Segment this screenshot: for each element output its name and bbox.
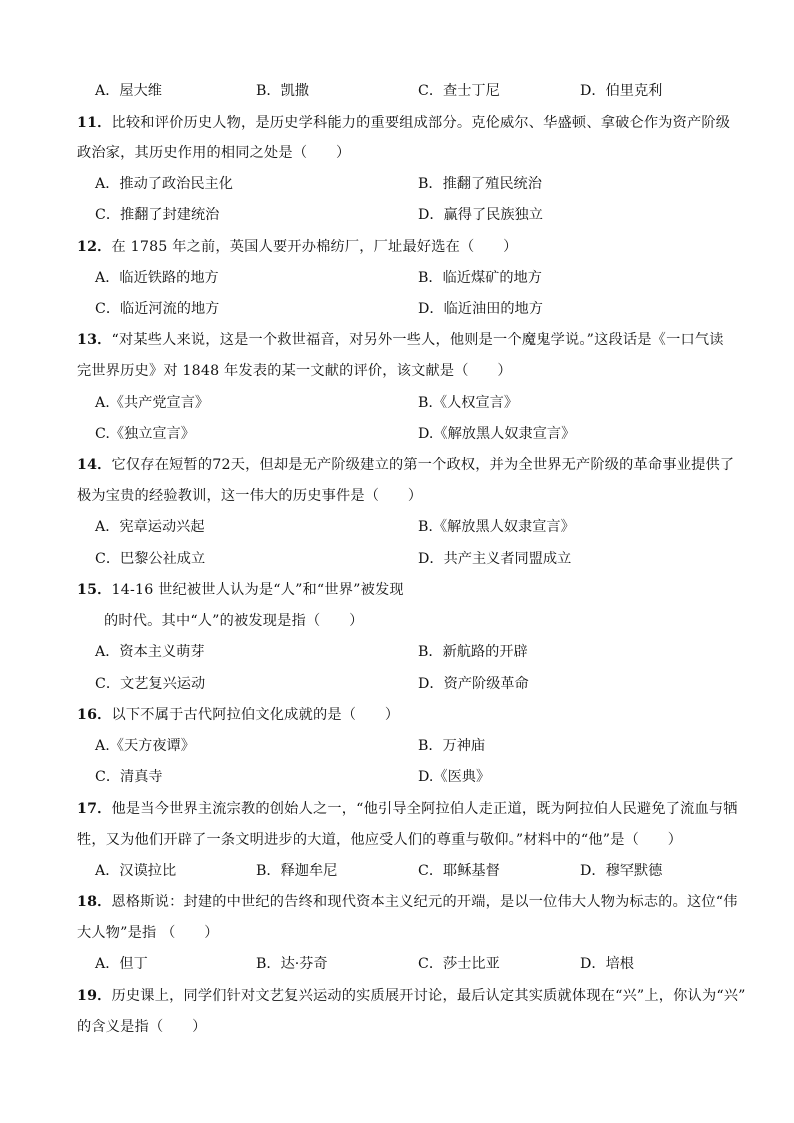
q16-option-d: D.《医典》 [418,769,491,785]
question-19-stem-line-2: 的含义是指（ ） [77,1019,207,1035]
q16-option-c: C．清真寺 [95,769,163,785]
q13-option-d: D.《解放黑人奴隶宣言》 [418,426,576,442]
q18-option-d: D．培根 [580,956,634,972]
q13-option-a: A.《共产党宣言》 [95,395,210,411]
q10-option-a: A．屋大维 [95,83,162,99]
question-number: 15． [77,582,112,598]
q13-option-c: C.《独立宣言》 [95,426,195,442]
q17-option-b: B．释迦牟尼 [256,863,338,879]
q10-option-b: B．凯撒 [256,83,309,99]
question-text: 它仅存在短暂的72天，但却是无产阶级建立的第一个政权，并为全世界无产阶级的革命事业提供了 [111,457,735,473]
q14-option-d: D．共产主义者同盟成立 [418,551,572,567]
question-12-stem [77,237,518,257]
q13-option-b: B.《人权宣言》 [418,395,519,411]
q17-option-d: D．穆罕默德 [580,863,663,879]
q18-option-b: B．达·芬奇 [256,956,328,972]
question-number: 14． [77,457,112,473]
question-17-stem-line-2: 牲，又为他们开辟了一条文明进步的大道，他应受人们的尊重与敬仰。”材料中的“他”是（ ） [77,832,683,848]
q15-option-a: A．资本主义萌芽 [95,644,205,660]
question-14-stem-line-1 [77,455,734,475]
question-15-stem-line-2: 的时代。其中“人”的被发现是指（ ） [104,613,364,629]
question-13-stem-line-1 [77,330,724,350]
q12-option-d: D．临近油田的地方 [418,301,543,317]
q16-option-b: B．万神庙 [418,738,486,754]
q10-option-d: D．伯里克利 [580,83,663,99]
question-number: 12． [77,239,112,255]
question-number: 19． [77,988,112,1004]
question-number: 16． [77,707,112,723]
q16-option-a: A.《天方夜谭》 [95,738,195,754]
q14-option-c: C．巴黎公社成立 [95,551,206,567]
q17-option-c: C．耶稣基督 [418,863,500,879]
question-number: 18． [77,894,112,910]
question-text: 他是当今世界主流宗教的创始人之一，“他引导全阿拉伯人走正道，既为阿拉伯人民避免了流血与牺 [111,801,738,817]
q11-option-b: B．推翻了殖民统治 [418,176,542,192]
question-16-stem [77,705,399,725]
q18-option-a: A．但丁 [95,956,148,972]
q15-option-b: B．新航路的开辟 [418,644,528,660]
question-11-stem-line-2: 政治家，其历史作用的相同之处是（ ） [77,145,351,161]
question-number: 13． [77,332,112,348]
q15-option-c: C．文艺复兴运动 [95,676,206,692]
question-17-stem-line-1 [77,799,738,819]
question-18-stem-line-2: 大人物”是指 （ ） [77,925,219,941]
question-text: “对某些人来说，这是一个救世福音，对另外一些人，他则是一个魔鬼学说。”这段话是《一口气读 [111,332,724,348]
q14-option-a: A．宪章运动兴起 [95,519,205,535]
question-15-stem-line-1 [77,580,404,600]
q11-option-a: A．推动了政治民主化 [95,176,233,192]
q12-option-a: A．临近铁路的地方 [95,270,219,286]
question-18-stem-line-1 [77,892,738,912]
q12-option-c: C．临近河流的地方 [95,301,220,317]
q11-option-c: C．推翻了封建统治 [95,207,220,223]
question-14-stem-line-2: 极为宝贵的经验教训，这一伟大的历史事件是（ ） [77,488,423,504]
question-text: 在 1785 年之前，英国人要开办棉纺厂，厂址最好选在（ ） [111,239,518,255]
question-text: 恩格斯说：封建的中世纪的告终和现代资本主义纪元的开端，是以一位伟大人物为标志的。这位“伟 [111,894,738,910]
q18-option-c: C．莎士比亚 [418,956,500,972]
question-text: 14-16 世纪被世人认为是“人”和“世界”被发现 [111,582,404,598]
question-number: 11． [77,115,112,131]
q17-option-a: A．汉谟拉比 [95,863,177,879]
q14-option-b: B.《解放黑人奴隶宣言》 [418,519,575,535]
question-text: 以下不属于古代阿拉伯文化成就的是（ ） [111,707,400,723]
q11-option-d: D．赢得了民族独立 [418,207,543,223]
question-number: 17． [77,801,112,817]
q12-option-b: B．临近煤矿的地方 [418,270,542,286]
question-text: 比较和评价历史人物，是历史学科能力的重要组成部分。克伦威尔、华盛顿、拿破仑作为资产阶级 [111,115,731,131]
q10-option-c: C．查士丁尼 [418,83,500,99]
question-19-stem-line-1 [77,986,746,1006]
question-text: 历史课上，同学们针对文艺复兴运动的实质展开讨论，最后认定其实质就体现在“兴”上，你认为“兴” [111,988,746,1004]
q15-option-d: D．资产阶级革命 [418,676,529,692]
question-11-stem-line-1 [77,113,730,133]
question-13-stem-line-2: 完世界历史》对 1848 年发表的某一文献的评价，该文献是（ ） [77,363,512,379]
